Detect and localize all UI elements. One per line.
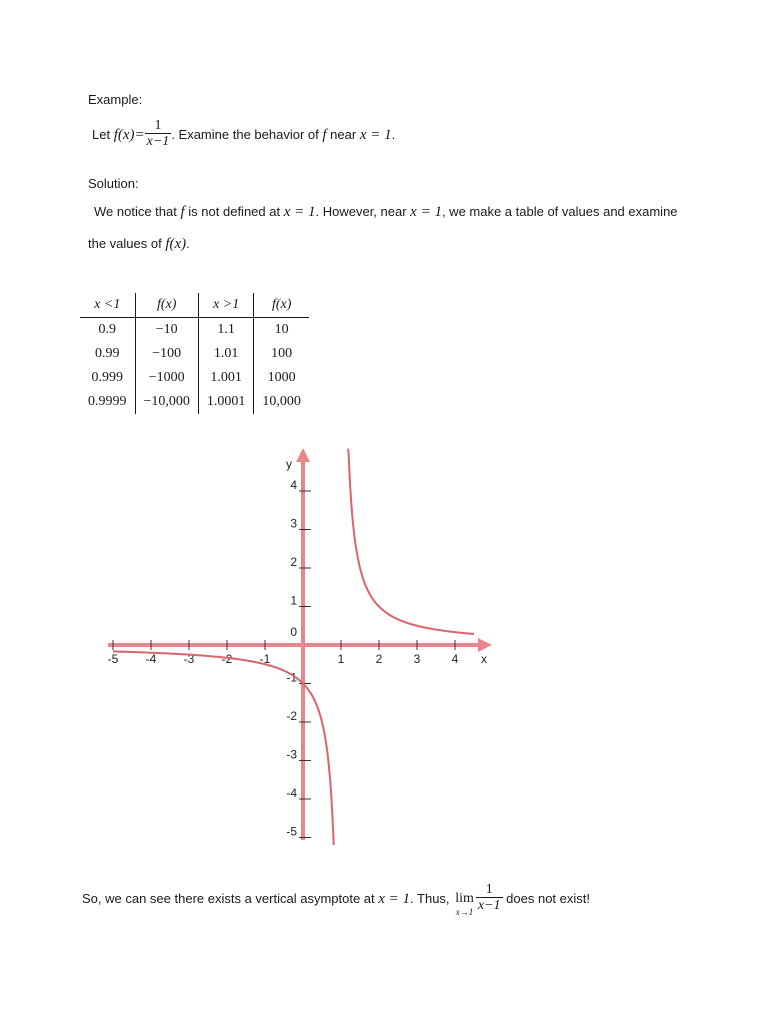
conclusion-text-1: So, we can see there exists a vertical asymptote at: [82, 890, 375, 906]
table-row: [80, 342, 309, 366]
values-table: [80, 293, 309, 414]
lim-subscript: x→1: [455, 907, 474, 917]
period: .: [391, 126, 396, 142]
x-tick-label: -1: [259, 652, 271, 666]
table-row: [80, 318, 309, 343]
y-tick-label: -2: [286, 709, 297, 723]
solution-heading: Solution:: [88, 176, 139, 191]
period: .: [186, 236, 190, 251]
fraction-numerator: 1: [154, 118, 162, 133]
curve-right-branch: [348, 449, 474, 634]
table-cell: 10,000: [254, 390, 309, 414]
limit-fraction: [476, 882, 503, 913]
x-equals-one: x = 1: [378, 890, 411, 907]
table-cell: −10,000: [135, 390, 198, 414]
table-cell: 100: [254, 342, 309, 366]
x-tick-label: -4: [145, 652, 157, 666]
solution-line-2: [88, 236, 190, 253]
let-text: Let: [92, 126, 111, 142]
limit-operator: [453, 890, 476, 917]
table-cell: 1.001: [198, 366, 254, 390]
table-cell: 1.0001: [198, 390, 254, 414]
f-of-x: f(x): [165, 236, 187, 252]
x-tick-label: 2: [375, 652, 383, 666]
table-cell: 10: [254, 318, 309, 343]
problem-statement: [92, 120, 395, 151]
x-equals-one: x = 1: [359, 126, 392, 143]
header-f-x-left: f(x): [135, 293, 198, 318]
x-tick-label: -3: [183, 652, 195, 666]
solution-text-1: We notice that: [94, 204, 177, 219]
y-tick-label: -5: [286, 824, 297, 839]
fraction-denominator: x−1: [146, 134, 170, 149]
x-tick-label: 4: [451, 652, 459, 666]
table-cell: −1000: [135, 366, 198, 390]
header-x-greater-1: x >1: [198, 293, 254, 318]
header-x-less-1: x <1: [80, 293, 135, 318]
fraction-denominator: x−1: [477, 898, 501, 913]
table-cell: 0.9: [98, 322, 116, 337]
y-tick-label: -1: [286, 670, 297, 685]
table-cell: 0.999: [91, 370, 123, 385]
y-axis-arrow: [296, 448, 310, 462]
f-symbol: f: [322, 126, 327, 143]
function-graph: [100, 440, 500, 845]
table-cell: −10: [135, 318, 198, 343]
y-tick-label: 3: [290, 516, 297, 531]
y-tick-label: 2: [290, 555, 297, 569]
x-axis-arrow: [478, 638, 492, 652]
solution-text-3: . However, near: [315, 204, 407, 219]
x-axis-label: x: [481, 652, 487, 666]
x-tick-label: 1: [337, 652, 345, 666]
solution-text-4: , we make a table of values and examine: [441, 204, 678, 219]
f-symbol: f: [180, 204, 185, 220]
fraction-numerator: 1: [485, 882, 493, 897]
solution-text-5: the values of: [88, 236, 162, 251]
function-lhs: f(x)=: [113, 126, 145, 143]
example-heading: Example:: [88, 92, 143, 107]
conclusion-text-3: does not exist!: [506, 890, 590, 906]
problem-text: . Examine the behavior of: [171, 126, 319, 142]
y-tick-label: -3: [286, 747, 297, 762]
x-equals-one: x = 1: [283, 204, 316, 220]
origin-label: 0: [290, 625, 297, 639]
function-fraction: [145, 118, 172, 149]
solution-text-2: is not defined at: [188, 204, 281, 219]
y-tick-label: 1: [290, 593, 297, 608]
table-cell: 1.01: [198, 342, 254, 366]
table-cell: 1.1: [198, 318, 254, 343]
x-tick-label: -2: [221, 652, 233, 666]
y-tick-label: 4: [290, 478, 297, 492]
header-f-x-right: f(x): [254, 293, 309, 318]
table-row: [80, 366, 309, 390]
conclusion: [82, 884, 590, 915]
x-tick-label: -5: [107, 652, 119, 666]
y-axis-label: y: [286, 457, 292, 471]
table-cell: 1000: [254, 366, 309, 390]
x-equals-one: x = 1: [410, 204, 442, 220]
table-row: [80, 390, 309, 414]
table-cell: 0.99: [95, 346, 120, 361]
table-header-row: [80, 293, 309, 318]
y-tick-label: -4: [286, 786, 297, 800]
conclusion-text-2: . Thus,: [410, 890, 450, 906]
lim-text: lim: [455, 891, 474, 906]
solution-line-1: [94, 204, 678, 221]
table-cell: −100: [135, 342, 198, 366]
near-text: near: [330, 126, 357, 142]
table-cell: 0.9999: [88, 394, 127, 409]
x-tick-label: 3: [413, 652, 421, 666]
